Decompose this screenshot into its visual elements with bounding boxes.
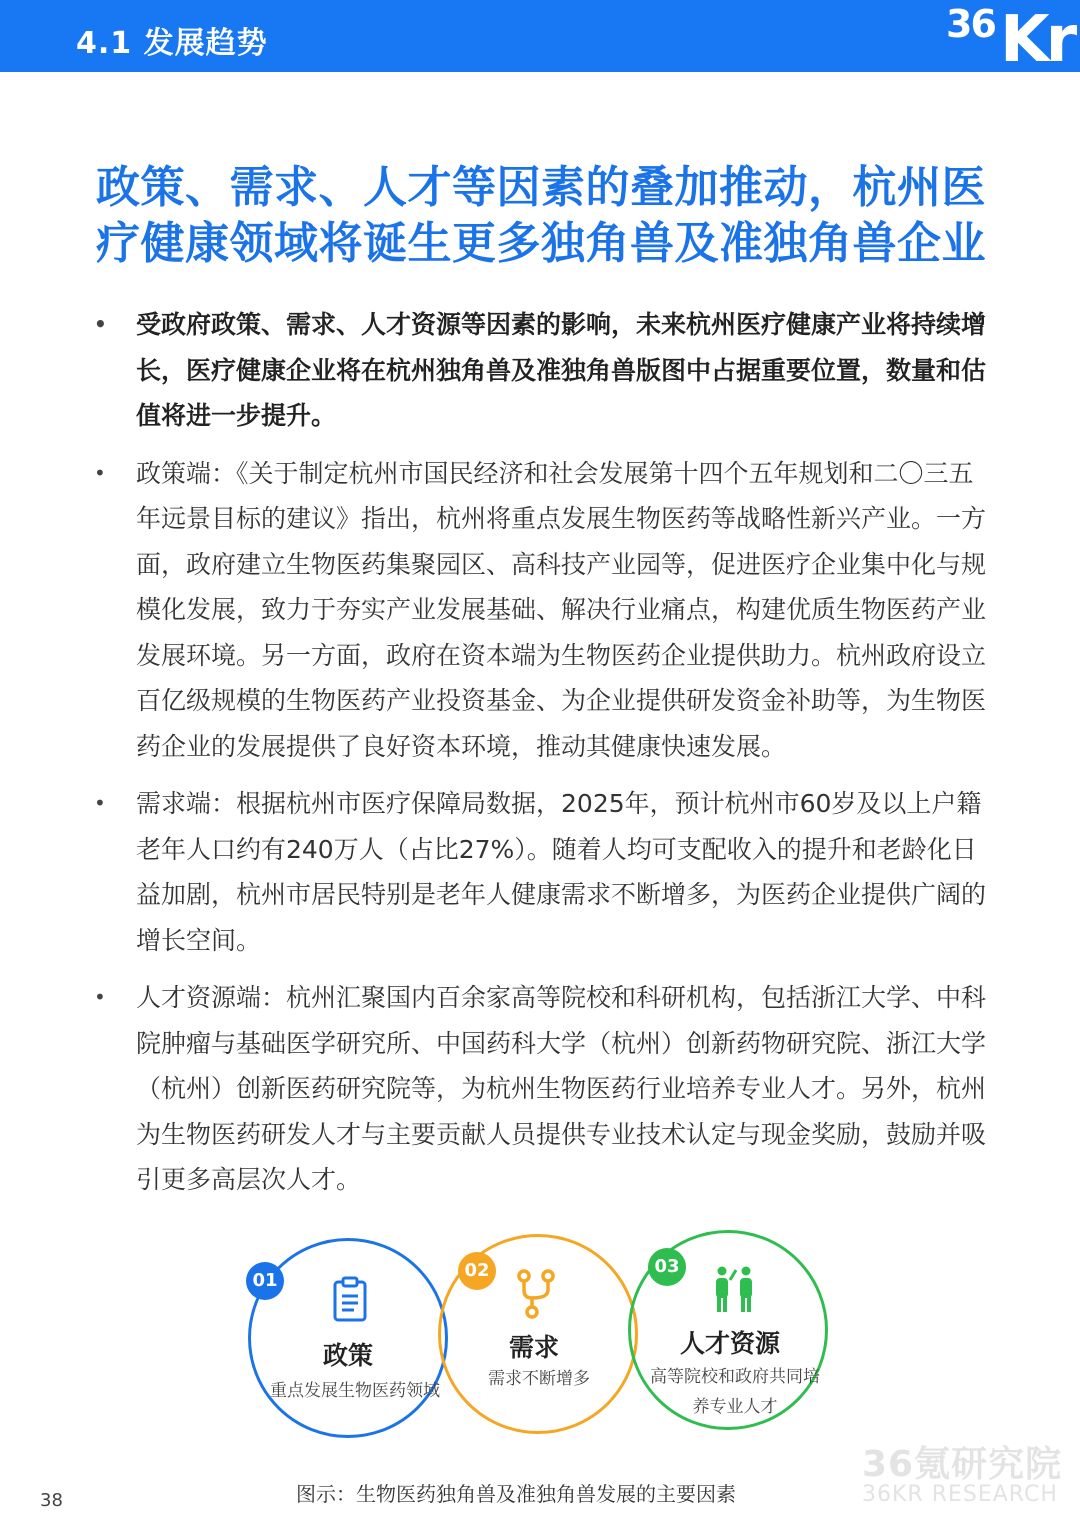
clipboard-icon (332, 1276, 368, 1322)
factors-diagram (230, 1226, 850, 1476)
people-icon (710, 1266, 760, 1314)
bullet-demand (90, 781, 990, 963)
bullet-text: 政策端：《关于制定杭州市国民经济和社会发展第十四个五年规划和二〇三五年远景目标的建议》指出，杭州将重点发展生物医药等战略性新兴产业。一方面，政府建立生物医药集聚园区、高科技产业园等，促进医疗企业集中化与规模化发展，致力于夯实产业发展基础、解决行业痛点，构建优质生物医药产业发展环境。另一方面，政府在资本端为生物医药企业提供助力。杭州政府设立百亿级规模的生物医药产业投资基金、为企业提供研发资金补助等，为生物医药企业的发展提供了良好资本环境，推动其健康快速发展。 (136, 458, 987, 761)
demand-label: 需求 (508, 1333, 559, 1362)
bullet-talent (90, 975, 990, 1203)
bullet-dot: • (94, 460, 106, 485)
bullet-text: 需求端：根据杭州市医疗保障局数据，2025年，预计杭州市60岁及以上户籍老年人口约有240万人（占比27%）。随着人均可支配收入的提升和老龄化日益加剧，杭州市居民特别是老年人健康需求不断增多，为医药企业提供广阔的增长空间。 (136, 789, 987, 955)
page-title (96, 160, 996, 272)
page-title-line1: 政策、需求、人才等因素的叠加推动，杭州医 (96, 162, 986, 213)
policy-number-badge: 01 (246, 1262, 284, 1300)
policy-label: 政策 (322, 1341, 373, 1370)
bullet-dot: • (94, 312, 107, 336)
talent-number-badge: 03 (648, 1248, 686, 1286)
page-number: 38 (40, 1490, 63, 1511)
logo-kr: Kr (1000, 3, 1074, 77)
branch-icon (516, 1268, 556, 1320)
36kr-logo (940, 0, 1080, 77)
demand-description: 需求不断增多 (488, 1369, 590, 1389)
bullet-text: 受政府政策、需求、人才资源等因素的影响，未来杭州医疗健康产业将持续增长，医疗健康企业将在杭州独角兽及准独角兽版图中占据重要位置，数量和估值将进一步提升。 (136, 310, 987, 430)
bullet-policy (90, 451, 990, 770)
section-title: 4.1 发展趋势 (76, 26, 268, 61)
bullet-summary (90, 302, 990, 439)
figure-caption: 图示：生物医药独角兽及准独角兽发展的主要因素 (296, 1482, 736, 1506)
watermark-english: 36KR RESEARCH (862, 1482, 1058, 1507)
bullet-list (90, 302, 990, 1215)
header-bar (0, 0, 1080, 77)
page-title-line2: 疗健康领域将诞生更多独角兽及准独角兽企业 (96, 218, 986, 269)
bullet-text: 人才资源端：杭州汇聚国内百余家高等院校和科研机构，包括浙江大学、中科院肿瘤与基础医学研究所、中国药科大学（杭州）创新药物研究院、浙江大学（杭州）创新医药研究院等，为杭州生物医药行业培养专业人才。另外，杭州为生物医药研发人才与主要贡献人员提供专业技术认定与现金奖励，鼓励并吸引更多高层次人才。 (136, 983, 987, 1194)
policy-description: 重点发展生物医药领域 (270, 1381, 440, 1401)
demand-number-badge: 02 (458, 1252, 496, 1290)
talent-description: 高等院校和政府共同培养专业人才 (650, 1367, 820, 1417)
talent-label: 人才资源 (679, 1329, 780, 1358)
logo-number: 36 (946, 2, 995, 46)
bullet-dot: • (94, 791, 106, 815)
watermark-name: 36氪研究院 (862, 1444, 1063, 1485)
bullet-dot: • (94, 985, 106, 1009)
